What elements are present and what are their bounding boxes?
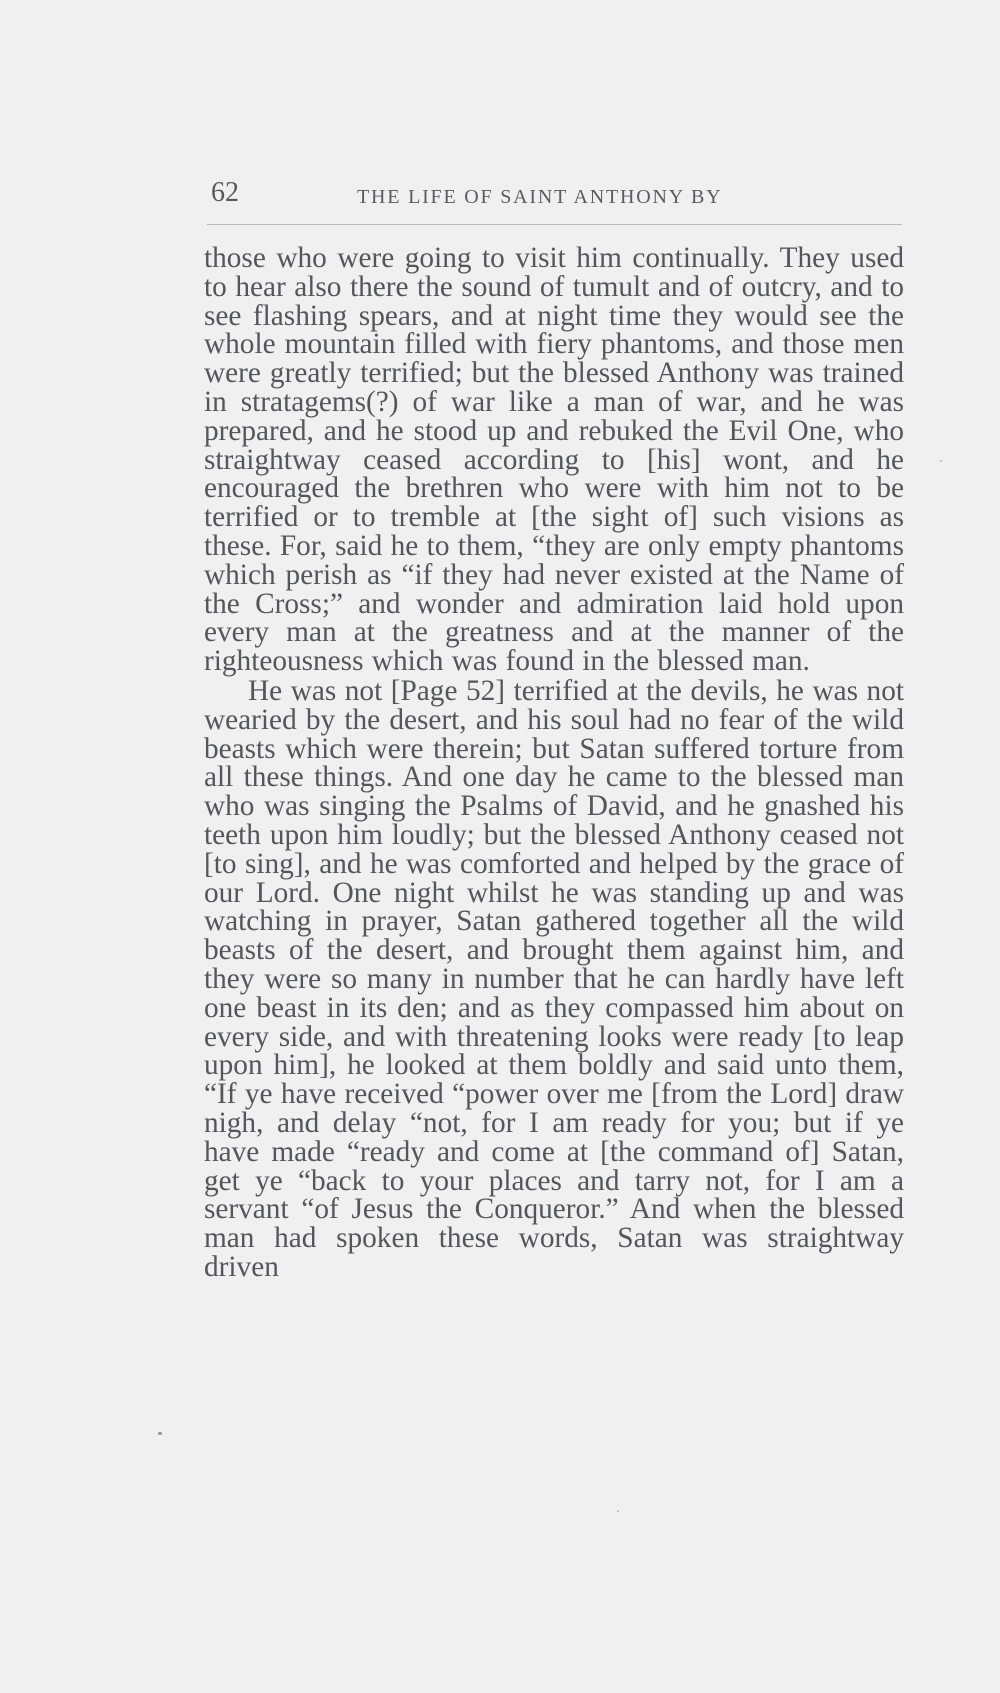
paper-speck [940, 460, 942, 462]
paragraph-2: He was not [Page 52] terrified at the devils, he was not wearied by the desert, and his soul had no fear of the wild beasts which were therein; but Satan suffered torture from all these things. And one day he came to the blessed man who was singing the Psalms of David, and he gnashed his teeth upon him loudly; but the blessed Anthony ceased not [to sing], and he was comforted and helped by the grace of our Lord. One night whilst he was standing up and was watching in prayer, Satan gathered together all the wild beasts of the desert, and brought them against him, and they were so many in number that he can hardly have left one beast in its den; and as they compassed him about on every side, and with threatening looks were ready [to leap upon him], he looked at them boldly and said unto them, “If ye have received “power over me [from the Lord] draw nigh, and delay “not, for I am ready for you; but if ye have made “ready and come at [the command of] Satan, get ye “back to your places and tarry not, for I am a servant “of Jesus the Conqueror.” And when the blessed man had spoken these words, Satan was straightway driven [204, 674, 904, 1283]
paper-speck [617, 1510, 619, 1512]
page-number: 62 [211, 177, 239, 208]
body-text [204, 244, 904, 1282]
paragraph-1: those who were going to visit him continually. They used to hear also there the sound of tumult and of outcry, and to see flashing spears, and at night time they would see the whole mountain filled with fiery phantoms, and those men were greatly terrified; but the blessed Anthony was trained in stratagems(?) of war like a man of war, and he was prepared, and he stood up and rebuked the Evil One, who straightway ceased according to [his] wont, and he encouraged the brethren who were with him not to be terrified or to tremble at [the sight of] such visions as these. For, said he to them, “they are only empty phantoms which perish as “if they had never existed at the Name of the Cross;” and wonder and admiration laid hold upon every man at the greatness and at the manner of the righteousness which was found in the blessed man. [204, 242, 904, 678]
running-head: THE LIFE OF SAINT ANTHONY BY [357, 186, 723, 208]
paper-speck [158, 1432, 162, 1435]
page-header [207, 177, 902, 219]
header-rule [207, 224, 902, 225]
